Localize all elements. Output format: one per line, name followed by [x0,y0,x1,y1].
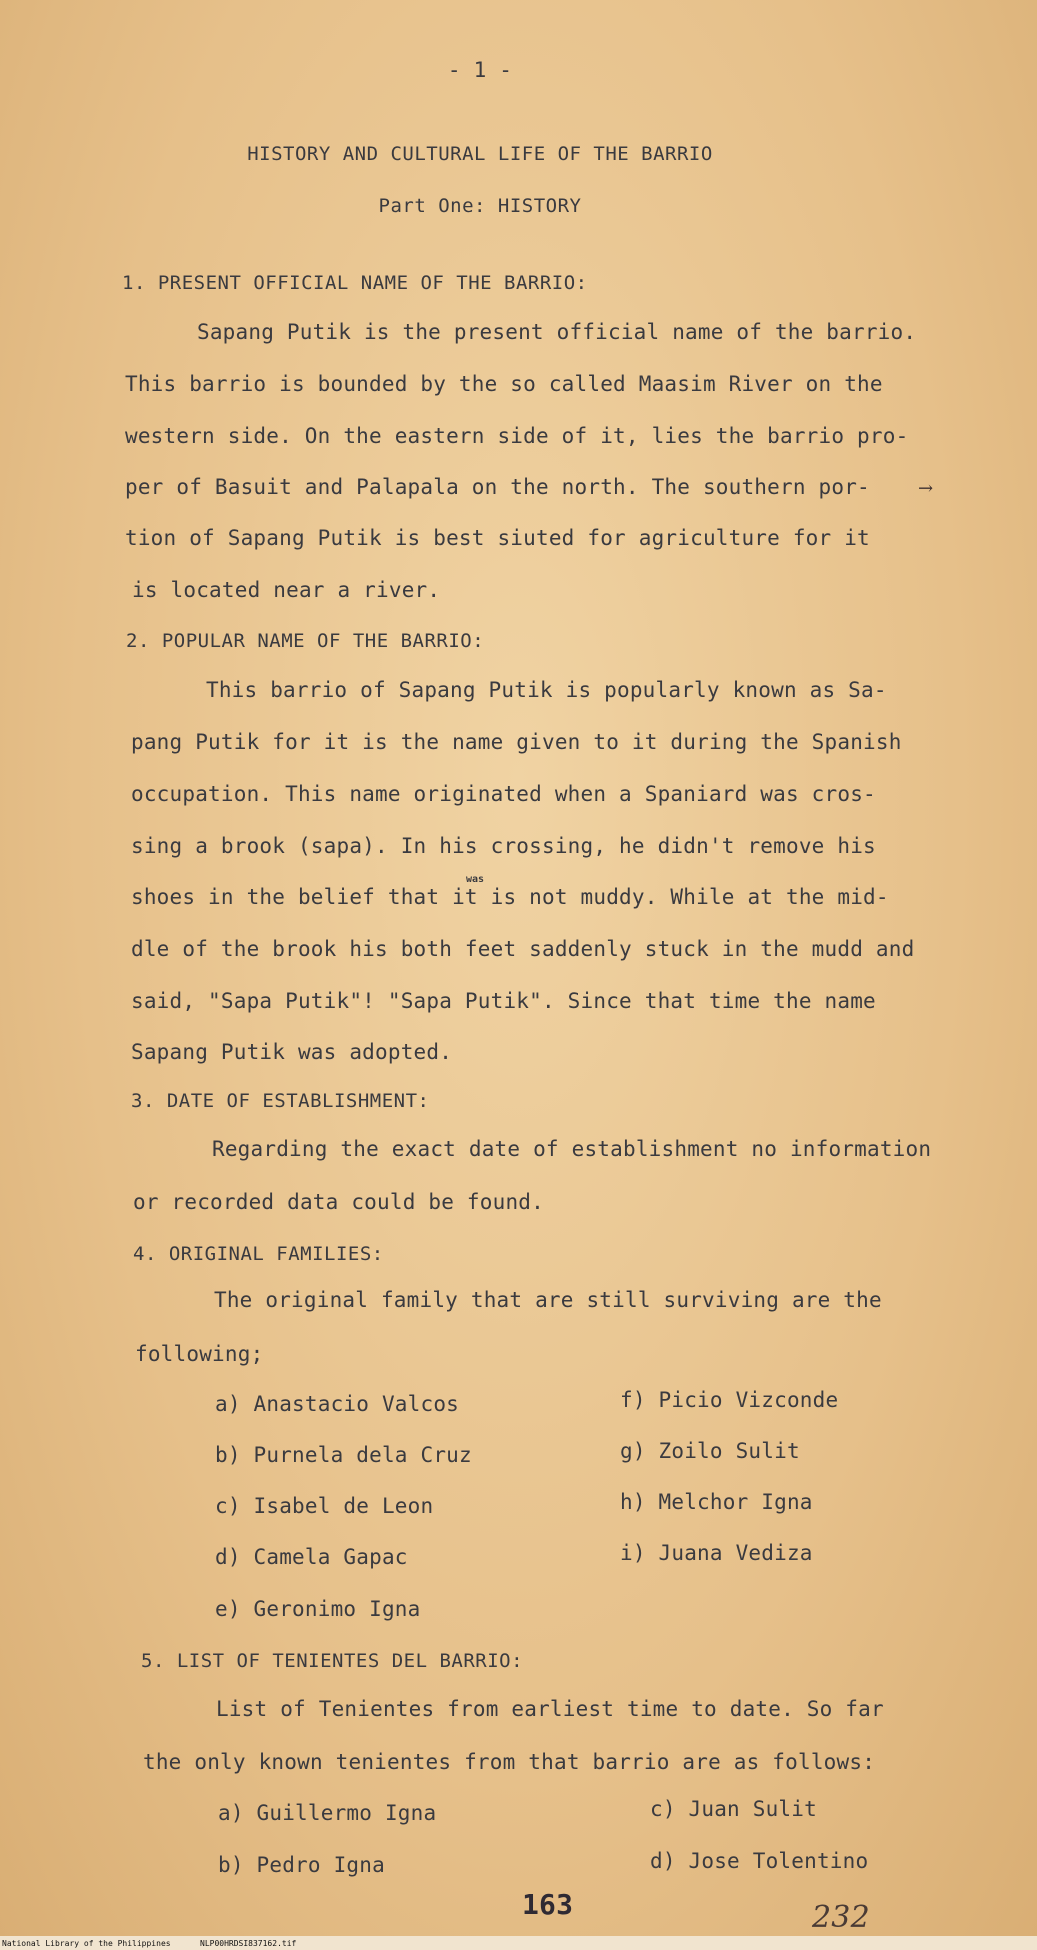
page-stamp-number: 163 [522,1888,574,1921]
section-1-line: tion of Sapang Putik is best siuted for agriculture for it [125,526,870,550]
section-1-line: is located near a river. [132,578,441,602]
section-3-line: or recorded data could be found. [133,1190,544,1214]
family-list-item: d) Camela Gapac [215,1545,408,1569]
section-2-heading: 2. POPULAR NAME OF THE BARRIO: [126,630,485,652]
family-list-item: f) Picio Vizconde [620,1388,839,1412]
handwritten-correction: was [466,874,485,885]
section-4-heading: 4. ORIGINAL FAMILIES: [133,1243,384,1265]
footer-filename: NLP00HRDSI837162.tif [200,1939,297,1948]
family-list-item: e) Geronimo Igna [215,1597,421,1621]
family-list-item: i) Juana Vediza [620,1541,813,1565]
section-5-line: the only known tenientes from that barrio are as follows: [143,1750,876,1774]
section-2-line: occupation. This name originated when a Spaniard was cros- [131,782,876,806]
section-5-line: List of Tenientes from earliest time to date. So far [216,1697,884,1721]
family-list-item: b) Purnela dela Cruz [215,1443,472,1467]
teniente-list-item: d) Jose Tolentino [650,1849,869,1873]
section-3-heading: 3. DATE OF ESTABLISHMENT: [131,1090,430,1112]
margin-mark: → [918,478,934,499]
section-1-line: per of Basuit and Palapala on the north. The southern por- [125,475,870,499]
document-title: HISTORY AND CULTURAL LIFE OF THE BARRIO [247,143,713,165]
section-1-line: This barrio is bounded by the so called Maasim River on the [125,372,883,396]
section-2-line: Sapang Putik was adopted. [131,1040,453,1064]
section-1-line: western side. On the eastern side of it, lies the barrio pro- [125,424,909,448]
handwritten-page-number: 232 [812,1900,870,1935]
section-5-heading: 5. LIST OF TENIENTES DEL BARRIO: [141,1650,524,1672]
footer-library: National Library of the Philippines [2,1939,171,1948]
family-list-item: a) Anastacio Valcos [215,1392,460,1416]
section-2-line: This barrio of Sapang Putik is popularly known as Sa- [206,678,887,702]
teniente-list-item: c) Juan Sulit [650,1797,817,1821]
teniente-list-item: a) Guillermo Igna [218,1801,437,1825]
family-list-item: h) Melchor Igna [620,1490,813,1514]
family-list-item: c) Isabel de Leon [215,1494,434,1518]
section-4-line: The original family that are still surviving are the [214,1288,882,1312]
page-number: - 1 - [447,58,513,82]
document-subtitle: Part One: HISTORY [378,195,582,217]
section-2-line: sing a brook (sapa). In his crossing, he didn't remove his [131,834,876,858]
teniente-list-item: b) Pedro Igna [218,1853,385,1877]
section-1-heading: 1. PRESENT OFFICIAL NAME OF THE BARRIO: [122,272,588,294]
section-4-line: following; [135,1342,264,1366]
family-list-item: g) Zoilo Sulit [620,1439,800,1463]
section-2-line: dle of the brook his both feet saddenly stuck in the mudd and [131,937,915,961]
section-1-line: Sapang Putik is the present official name of the barrio. [197,320,917,344]
section-2-line: pang Putik for it is the name given to it during the Spanish [131,730,902,754]
section-2-line: shoes in the belief that it is not muddy. While at the mid- [131,885,889,909]
section-3-line: Regarding the exact date of establishment no information [212,1137,932,1161]
section-2-line: said, "Sapa Putik"! "Sapa Putik". Since that time the name [131,989,876,1013]
